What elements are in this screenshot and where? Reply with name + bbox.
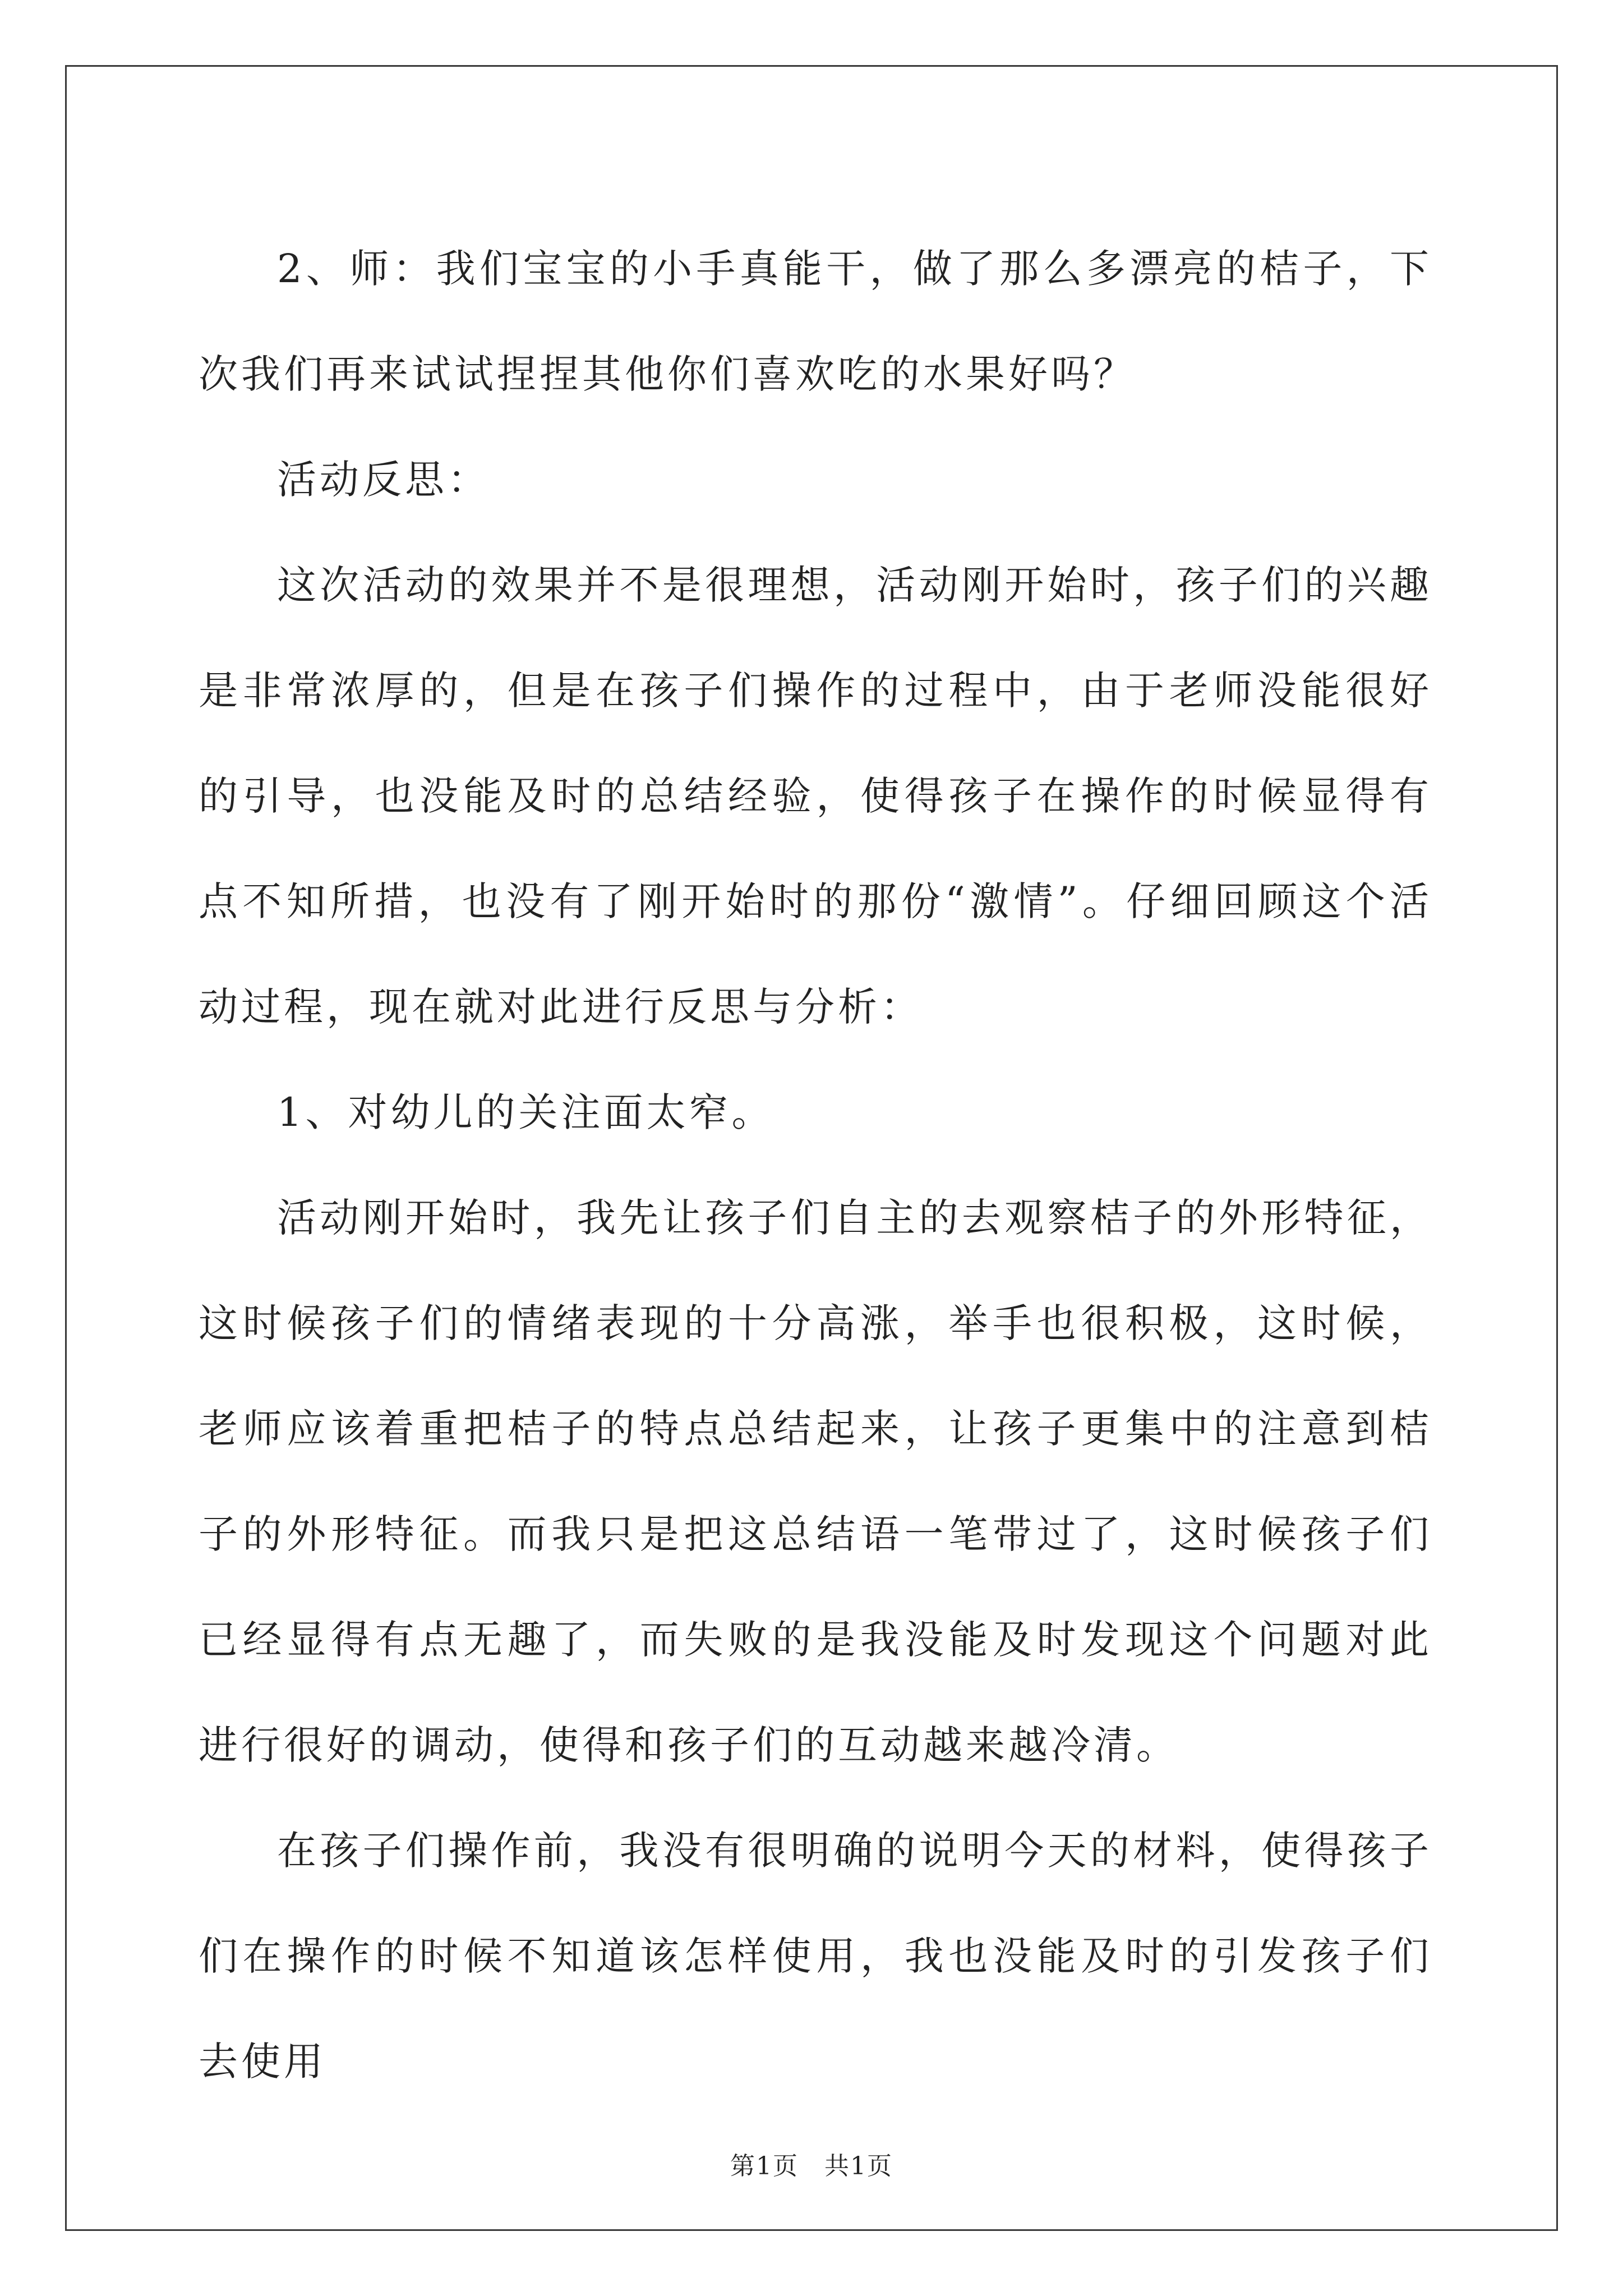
paragraph-point-one-body: 活动刚开始时，我先让孩子们自主的去观察桔子的外形特征，这时候孩子们的情绪表现的十分高涨，举手也很积极，这时候，老师应该着重把桔子的特点总结起来，让孩子更集中的注意到桔子的外形特征。而我只是把这总结语一笔带过了，这时候孩子们已经显得有点无趣了，而失败的是我没能及时发现这个问题对此进行很好的调动，使得和孩子们的互动越来越冷清。 <box>199 1195 1432 1768</box>
paragraph-reflection-heading: 活动反思： <box>277 457 490 503</box>
page-footer: 第1页 共1页 <box>730 2152 893 2180</box>
paragraph-closing-dialogue: 2、师：我们宝宝的小手真能干，做了那么多漂亮的桔子，下次我们再来试试捏捏其他你们喜欢吃的水果好吗？ <box>199 246 1432 397</box>
paragraph-point-one-heading: 1、对幼儿的关注面太窄。 <box>277 1089 774 1135</box>
paragraph-reflection-intro: 这次活动的效果并不是很理想，活动刚开始时，孩子们的兴趣是非常浓厚的，但是在孩子们操作的过程中，由于老师没能很好的引导，也没能及时的总结经验，使得孩子在操作的时候显得有点不知所措，也没有了刚开始时的那份“激情”。仔细回顾这个活动过程，现在就对此进行反思与分析： <box>199 562 1432 1030</box>
document-body <box>199 216 1432 2114</box>
paragraph-materials: 在孩子们操作前，我没有很明确的说明今天的材料，使得孩子们在操作的时候不知道该怎样使用，我也没能及时的引发孩子们去使用 <box>199 1828 1432 2085</box>
